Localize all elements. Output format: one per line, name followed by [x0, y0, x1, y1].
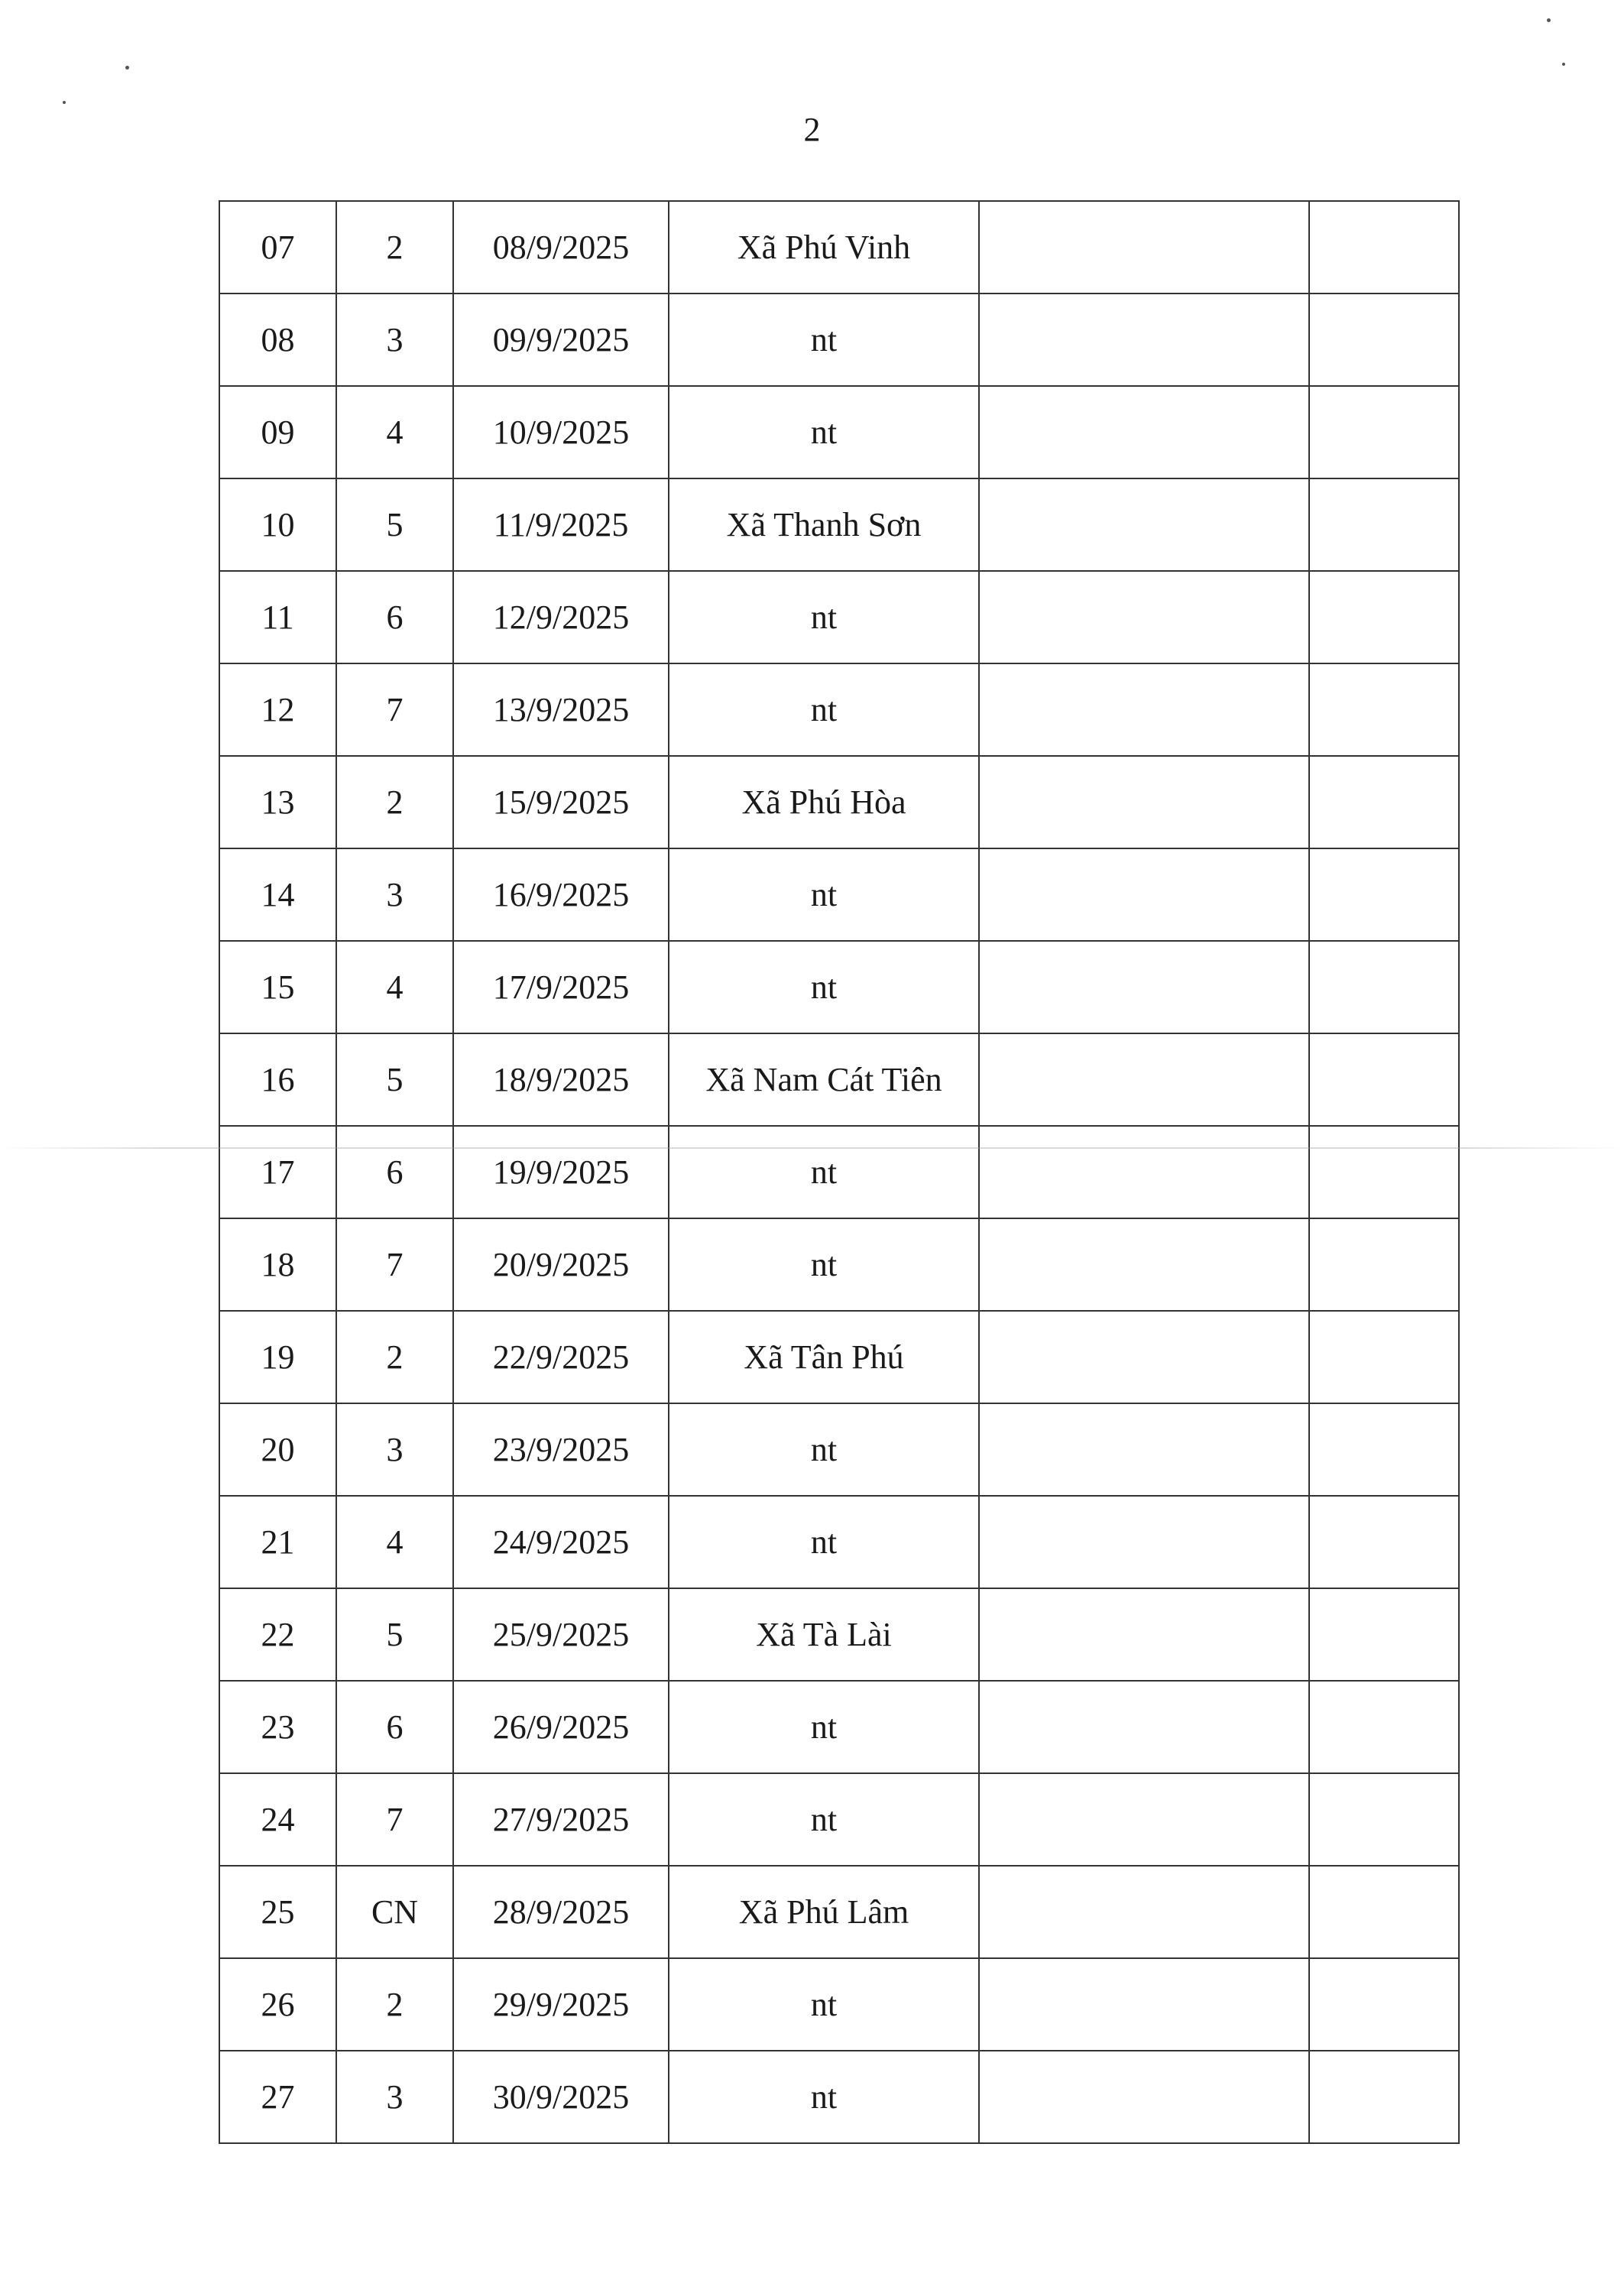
weekday-cell: 4	[336, 941, 453, 1033]
table-row	[219, 571, 1459, 663]
blank-cell	[1309, 1866, 1459, 1958]
location-cell: nt	[669, 1126, 979, 1218]
scan-speck	[1562, 63, 1565, 66]
date-cell: 27/9/2025	[453, 1773, 669, 1866]
row-number-cell: 21	[219, 1496, 336, 1588]
weekday-cell: 6	[336, 1126, 453, 1218]
row-number-cell: 22	[219, 1588, 336, 1681]
weekday-cell: 2	[336, 201, 453, 294]
weekday-cell: 3	[336, 1403, 453, 1496]
blank-cell	[979, 1496, 1309, 1588]
date-cell: 23/9/2025	[453, 1403, 669, 1496]
date-cell: 25/9/2025	[453, 1588, 669, 1681]
row-number-cell: 14	[219, 848, 336, 941]
date-cell: 15/9/2025	[453, 756, 669, 848]
row-number-cell: 24	[219, 1773, 336, 1866]
location-cell: nt	[669, 571, 979, 663]
location-cell: nt	[669, 1496, 979, 1588]
row-number-cell: 17	[219, 1126, 336, 1218]
weekday-cell: 2	[336, 1958, 453, 2051]
date-cell: 16/9/2025	[453, 848, 669, 941]
table-row	[219, 1218, 1459, 1311]
location-cell: nt	[669, 1403, 979, 1496]
blank-cell	[1309, 1033, 1459, 1126]
table-row	[219, 1126, 1459, 1218]
row-number-cell: 23	[219, 1681, 336, 1773]
blank-cell	[979, 1958, 1309, 2051]
weekday-cell: 6	[336, 1681, 453, 1773]
blank-cell	[1309, 663, 1459, 756]
blank-cell	[1309, 478, 1459, 571]
table-row	[219, 663, 1459, 756]
table-row	[219, 386, 1459, 478]
blank-cell	[1309, 1218, 1459, 1311]
blank-cell	[1309, 1588, 1459, 1681]
weekday-cell: 3	[336, 294, 453, 386]
page-number: 2	[803, 111, 821, 148]
scan-speck	[125, 66, 129, 70]
location-cell: nt	[669, 848, 979, 941]
paper-fold-line	[0, 1147, 1624, 1149]
table-row	[219, 1958, 1459, 2051]
blank-cell	[979, 1311, 1309, 1403]
location-cell: Xã Phú Lâm	[669, 1866, 979, 1958]
location-cell: Xã Tân Phú	[669, 1311, 979, 1403]
weekday-cell: 3	[336, 2051, 453, 2143]
blank-cell	[979, 294, 1309, 386]
table-row	[219, 201, 1459, 294]
weekday-cell: 6	[336, 571, 453, 663]
table-row	[219, 1311, 1459, 1403]
location-cell: nt	[669, 1681, 979, 1773]
location-cell: Xã Tà Lài	[669, 1588, 979, 1681]
row-number-cell: 16	[219, 1033, 336, 1126]
location-cell: nt	[669, 663, 979, 756]
location-cell: nt	[669, 294, 979, 386]
weekday-cell: 7	[336, 663, 453, 756]
weekday-cell: CN	[336, 1866, 453, 1958]
location-cell: nt	[669, 941, 979, 1033]
date-cell: 10/9/2025	[453, 386, 669, 478]
blank-cell	[1309, 1403, 1459, 1496]
blank-cell	[979, 1033, 1309, 1126]
blank-cell	[1309, 848, 1459, 941]
blank-cell	[979, 941, 1309, 1033]
blank-cell	[1309, 1773, 1459, 1866]
row-number-cell: 19	[219, 1311, 336, 1403]
weekday-cell: 4	[336, 386, 453, 478]
scan-speck	[63, 101, 66, 104]
date-cell: 17/9/2025	[453, 941, 669, 1033]
table-row	[219, 1866, 1459, 1958]
weekday-cell: 7	[336, 1218, 453, 1311]
row-number-cell: 08	[219, 294, 336, 386]
blank-cell	[979, 1218, 1309, 1311]
location-cell: nt	[669, 1218, 979, 1311]
row-number-cell: 07	[219, 201, 336, 294]
blank-cell	[979, 756, 1309, 848]
table-row	[219, 848, 1459, 941]
weekday-cell: 5	[336, 1033, 453, 1126]
blank-cell	[1309, 2051, 1459, 2143]
blank-cell	[979, 2051, 1309, 2143]
blank-cell	[979, 478, 1309, 571]
blank-cell	[1309, 756, 1459, 848]
date-cell: 09/9/2025	[453, 294, 669, 386]
location-cell: nt	[669, 1958, 979, 2051]
location-cell: Xã Phú Hòa	[669, 756, 979, 848]
row-number-cell: 09	[219, 386, 336, 478]
blank-cell	[1309, 1958, 1459, 2051]
blank-cell	[979, 848, 1309, 941]
table-row	[219, 2051, 1459, 2143]
date-cell: 20/9/2025	[453, 1218, 669, 1311]
blank-cell	[1309, 1311, 1459, 1403]
blank-cell	[979, 571, 1309, 663]
blank-cell	[979, 1681, 1309, 1773]
blank-cell	[979, 1866, 1309, 1958]
row-number-cell: 26	[219, 1958, 336, 2051]
table-row	[219, 1496, 1459, 1588]
row-number-cell: 20	[219, 1403, 336, 1496]
date-cell: 22/9/2025	[453, 1311, 669, 1403]
row-number-cell: 13	[219, 756, 336, 848]
blank-cell	[979, 1588, 1309, 1681]
date-cell: 08/9/2025	[453, 201, 669, 294]
weekday-cell: 4	[336, 1496, 453, 1588]
weekday-cell: 2	[336, 756, 453, 848]
date-cell: 24/9/2025	[453, 1496, 669, 1588]
weekday-cell: 5	[336, 478, 453, 571]
row-number-cell: 18	[219, 1218, 336, 1311]
date-cell: 11/9/2025	[453, 478, 669, 571]
schedule-table-body	[219, 201, 1459, 2143]
location-cell: nt	[669, 1773, 979, 1866]
blank-cell	[1309, 294, 1459, 386]
table-row	[219, 1681, 1459, 1773]
location-cell: nt	[669, 2051, 979, 2143]
weekday-cell: 2	[336, 1311, 453, 1403]
date-cell: 19/9/2025	[453, 1126, 669, 1218]
table-row	[219, 756, 1459, 848]
table-row	[219, 941, 1459, 1033]
date-cell: 18/9/2025	[453, 1033, 669, 1126]
schedule-table	[219, 200, 1460, 2144]
blank-cell	[1309, 571, 1459, 663]
row-number-cell: 15	[219, 941, 336, 1033]
table-row	[219, 1773, 1459, 1866]
date-cell: 29/9/2025	[453, 1958, 669, 2051]
table-row	[219, 478, 1459, 571]
row-number-cell: 11	[219, 571, 336, 663]
date-cell: 30/9/2025	[453, 2051, 669, 2143]
blank-cell	[979, 201, 1309, 294]
blank-cell	[1309, 1496, 1459, 1588]
blank-cell	[979, 1773, 1309, 1866]
location-cell: Xã Nam Cát Tiên	[669, 1033, 979, 1126]
table-row	[219, 1033, 1459, 1126]
blank-cell	[1309, 201, 1459, 294]
row-number-cell: 12	[219, 663, 336, 756]
row-number-cell: 10	[219, 478, 336, 571]
blank-cell	[979, 1126, 1309, 1218]
weekday-cell: 7	[336, 1773, 453, 1866]
scan-speck	[1547, 18, 1551, 22]
table-row	[219, 1588, 1459, 1681]
location-cell: Xã Thanh Sơn	[669, 478, 979, 571]
weekday-cell: 3	[336, 848, 453, 941]
blank-cell	[979, 1403, 1309, 1496]
blank-cell	[1309, 1681, 1459, 1773]
row-number-cell: 27	[219, 2051, 336, 2143]
blank-cell	[979, 386, 1309, 478]
blank-cell	[1309, 386, 1459, 478]
date-cell: 28/9/2025	[453, 1866, 669, 1958]
date-cell: 26/9/2025	[453, 1681, 669, 1773]
date-cell: 12/9/2025	[453, 571, 669, 663]
date-cell: 13/9/2025	[453, 663, 669, 756]
row-number-cell: 25	[219, 1866, 336, 1958]
blank-cell	[1309, 941, 1459, 1033]
location-cell: Xã Phú Vinh	[669, 201, 979, 294]
weekday-cell: 5	[336, 1588, 453, 1681]
table-row	[219, 294, 1459, 386]
blank-cell	[1309, 1126, 1459, 1218]
location-cell: nt	[669, 386, 979, 478]
table-row	[219, 1403, 1459, 1496]
blank-cell	[979, 663, 1309, 756]
